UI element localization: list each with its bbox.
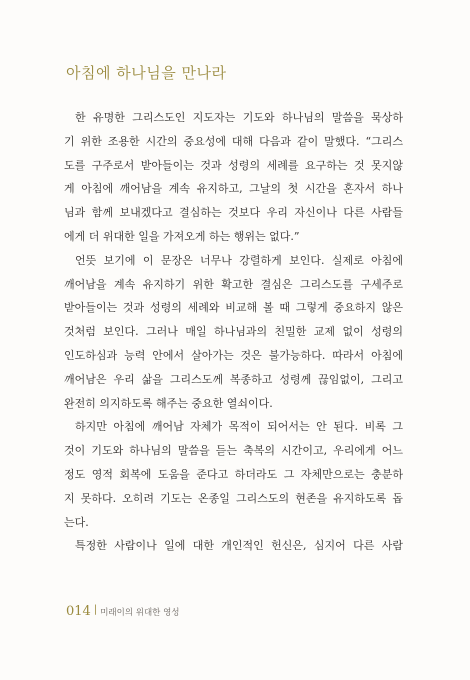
text-line: 것이 기도와 하나님의 말씀을 듣는 축복의 시간이고, 우리에게 어느 xyxy=(64,444,403,458)
text-line: 정도 영적 회복에 도움을 준다고 하더라도 그 자체만으로는 충분하 xyxy=(64,467,403,481)
text-line: 것처럼 보인다. 그러나 매일 하나님과의 친밀한 교제 없이 성령의 xyxy=(64,325,403,339)
text-line: 게 아침에 깨어남을 계속 유지하고, 그날의 첫 시간을 혼자서 하나 xyxy=(64,182,403,196)
text-line: 깨어남은 우리 삶을 그리스도께 복종하고 성령께 끊임없이, 그리고 xyxy=(64,372,403,386)
text-line: 하지만 아침에 깨어남 자체가 목적이 되어서는 안 된다. 비록 그 xyxy=(75,420,403,434)
page-footer xyxy=(66,604,180,619)
body-text xyxy=(64,106,403,558)
text-line: 는다. xyxy=(64,515,89,529)
text-line: 에게 더 위대한 일을 가져오게 하는 행위는 없다.” xyxy=(64,229,300,243)
text-line: 특정한 사람이나 일에 대한 개인적인 헌신은, 심지어 다른 사람 xyxy=(75,539,403,553)
page-number: 014 xyxy=(66,604,91,619)
text-line: 깨어남을 계속 유지하기 위한 확고한 결심은 그리스도를 구세주로 xyxy=(64,277,403,291)
running-title: 미래이의 위대한 영성 xyxy=(100,608,180,618)
text-line: 기 위한 조용한 시간의 중요성에 대해 다음과 같이 말했다. “그리스 xyxy=(64,134,403,148)
text-line: 한 유명한 그리스도인 지도자는 기도와 하나님의 말씀을 묵상하 xyxy=(75,111,403,124)
text-line: 님과 함께 보내겠다고 결심하는 것보다 우리 자신이나 다른 사람들 xyxy=(64,206,403,220)
text-line: 지 못하다. 오히려 기도는 온종일 그리스도의 현존을 유지하도록 돕 xyxy=(64,491,403,505)
text-line: 받아들이는 것과 성령의 세례와 비교해 볼 때 그렇게 중요하지 않은 xyxy=(64,301,403,315)
footer-divider: | xyxy=(93,604,98,615)
chapter-title: 아침에 하나님을 만나라 xyxy=(66,64,227,82)
text-line: 도를 구주로서 받아들이는 것과 성령의 세례를 요구하는 것 못지않 xyxy=(64,158,403,172)
text-line: 언뜻 보기에 이 문장은 너무나 강렬하게 보인다. 실제로 아침에 xyxy=(75,253,403,267)
text-line: 인도하심과 능력 안에서 살아가는 것은 불가능하다. 따라서 아침에 xyxy=(64,348,403,362)
text-line: 완전히 의지하도록 해주는 중요한 열쇠이다. xyxy=(64,396,273,410)
